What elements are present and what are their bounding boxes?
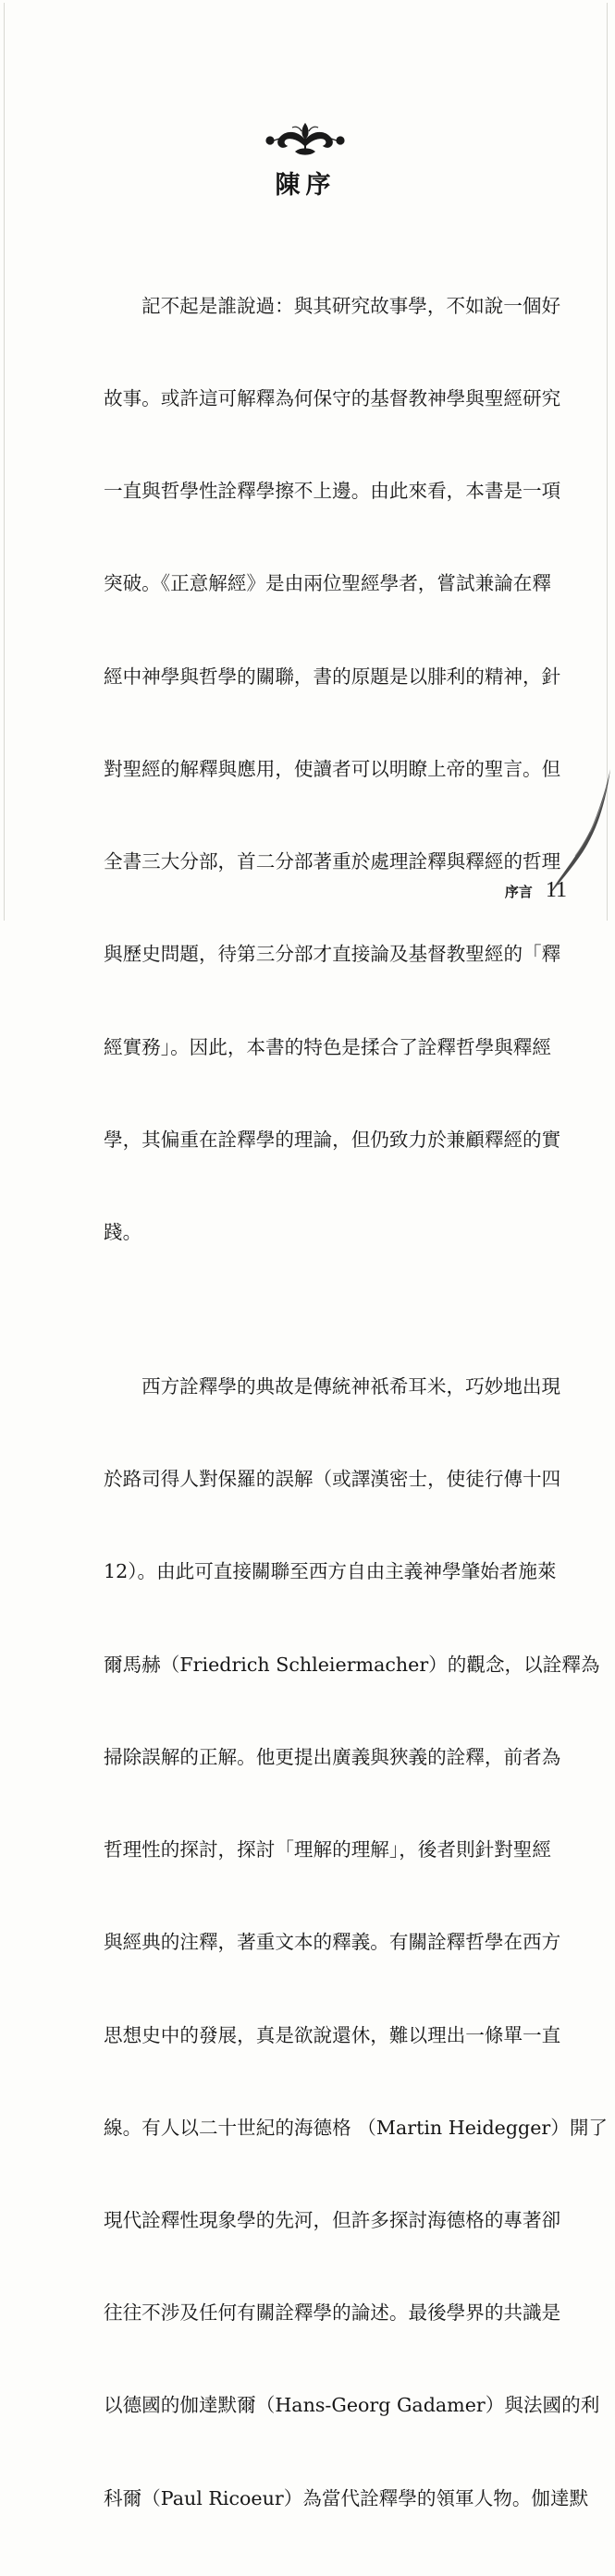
text-line: 爾馬赫（Friedrich Schleiermacher）的觀念，以詮釋為 — [104, 1653, 600, 1676]
page-footer — [505, 878, 567, 903]
text-line: 於路司得人對保羅的誤解（或譯漢密士，使徒行傳十四 — [104, 1468, 561, 1491]
text-line: 掃除誤解的正解。他更提出廣義與狹義的詮釋，前者為 — [104, 1745, 561, 1768]
paragraph-2 — [104, 1310, 609, 2576]
text-line: 突破。《正意解經》是由兩位聖經學者，嘗試兼論在釋 — [104, 572, 551, 595]
text-line: 往往不涉及任何有關詮釋學的論述。最後學界的共識是 — [104, 2301, 561, 2325]
brush-stroke-icon — [546, 767, 615, 897]
text-line: 12）。由此可直接關聯至西方自由主義神學肇始者施萊 — [104, 1560, 557, 1583]
text-line: 學，其偏重在詮釋學的理論，但仍致力於兼顧釋經的實 — [104, 1128, 561, 1151]
text-line: 一直與哲學性詮釋學擦不上邊。由此來看，本書是一項 — [104, 480, 561, 503]
text-line: 西方詮釋學的典故是傳統神祇希耳米，巧妙地出現 — [141, 1375, 561, 1398]
text-line: 與歷史問題，待第三分部才直接論及基督教聖經的「釋 — [104, 943, 561, 966]
chapter-title: 陳序 — [275, 171, 337, 200]
page-number: 11 — [545, 878, 567, 902]
text-line: 全書三大分部，首二分部著重於處理詮釋與釋經的哲理 — [104, 850, 561, 873]
text-line: 記不起是誰說過：與其研究故事學，不如說一個好 — [141, 294, 561, 317]
text-line: 故事。或許這可解釋為何保守的基督教神學與聖經研究 — [104, 387, 561, 410]
text-line: 踐。 — [104, 1221, 142, 1243]
text-line: 以德國的伽達默爾（Hans-Georg Gadamer）與法國的利 — [104, 2394, 600, 2417]
text-line: 與經典的注釋，著重文本的釋義。有關詮釋哲學在西方 — [104, 1931, 561, 1954]
text-line: 哲理性的探討，探討「理解的理解」，後者則針對聖經 — [104, 1838, 551, 1862]
text-line: 經實務」。因此，本書的特色是揉合了詮釋哲學與釋經 — [104, 1035, 551, 1058]
fleuron-ornament-icon — [259, 120, 351, 157]
text-line: 現代詮釋性現象學的先河，但許多探討海德格的專著卻 — [104, 2209, 561, 2231]
text-line: 對聖經的解釋與應用，使讀者可以明瞭上帝的聖言。但 — [104, 757, 561, 780]
text-line: 思想史中的發展，真是欲說還休，難以理出一條單一直 — [104, 2023, 561, 2046]
text-line: 線。有人以二十世紀的海德格 （Martin Heidegger）開了 — [104, 2116, 609, 2139]
text-line: 科爾（Paul Ricoeur）為當代詮釋學的領軍人物。伽達默 — [104, 2486, 589, 2509]
section-label: 序言 — [504, 884, 533, 900]
text-line: 經中神學與哲學的關聯，書的原題是以腓利的精神，針 — [104, 665, 561, 688]
